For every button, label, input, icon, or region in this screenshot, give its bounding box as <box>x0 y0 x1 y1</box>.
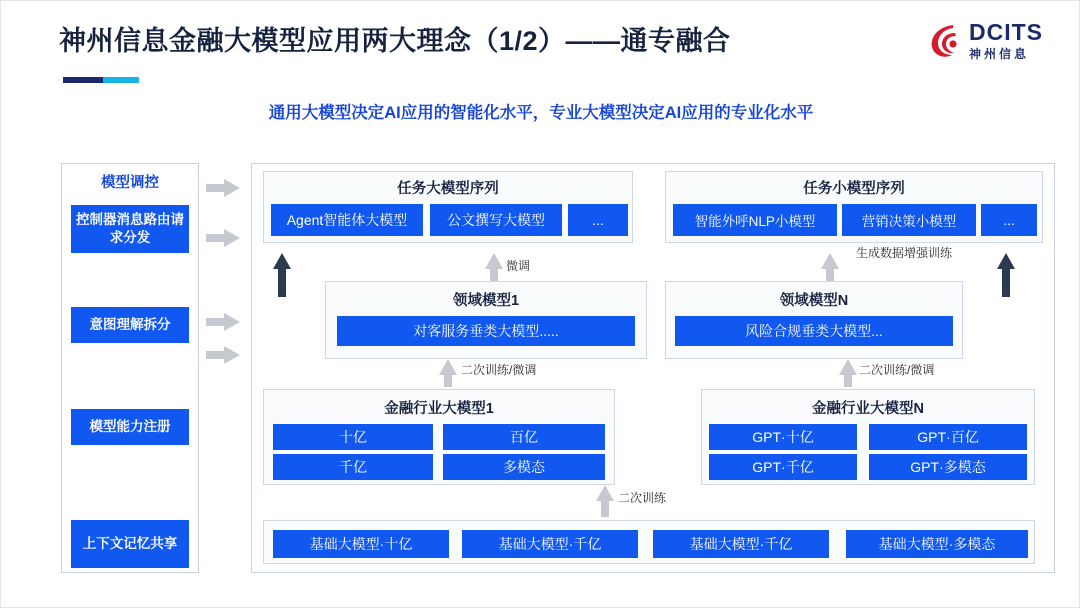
task-large-title: 任务大模型序列 <box>397 181 499 197</box>
industry-n-title: 金融行业大模型N <box>812 401 924 417</box>
logo-text-cn: 神州信息 <box>969 47 1030 61</box>
domain-n-title: 领域模型N <box>779 293 849 309</box>
cell-industry1-qianyi[interactable]: 千亿 <box>273 454 433 480</box>
sidebar-item-intent-understanding[interactable]: 意图理解拆分 <box>71 307 189 343</box>
arrow-up-domain-n <box>839 359 857 387</box>
cell-industry1-multimodal[interactable]: 多模态 <box>443 454 605 480</box>
label-retrain-finetune-left: 二次训练/微调 <box>461 363 537 377</box>
industry-1-title: 金融行业大模型1 <box>384 401 494 417</box>
cell-marketing-decision-model[interactable]: 营销决策小模型 <box>842 204 976 236</box>
cell-foundation-qianyi-2[interactable]: 基础大模型·千亿 <box>653 530 829 558</box>
cell-task-small-more[interactable]: ... <box>981 204 1037 236</box>
logo-swirl-icon <box>928 22 962 60</box>
arrow-right-3 <box>206 313 240 331</box>
cell-customer-service-vertical-model[interactable]: 对客服务垂类大模型..... <box>337 316 635 346</box>
task-small-title: 任务小模型序列 <box>803 181 905 197</box>
label-finetune: 微调 <box>506 259 531 273</box>
cell-official-doc-model[interactable]: 公文撰写大模型 <box>430 204 562 236</box>
cell-industryn-gpt-multimodal[interactable]: GPT·多模态 <box>869 454 1027 480</box>
domain-1-title: 领域模型1 <box>452 293 520 309</box>
arrow-up-retrain <box>596 485 614 517</box>
cell-industry1-baiyi[interactable]: 百亿 <box>443 424 605 450</box>
arrow-up-domain-1 <box>439 359 457 387</box>
cell-risk-compliance-vertical-model[interactable]: 风险合规垂类大模型... <box>675 316 953 346</box>
arrow-right-2 <box>206 229 240 247</box>
subtitle: 通用大模型决定AI应用的智能化水平，专业大模型决定AI应用的专业化水平 <box>268 104 814 122</box>
cell-foundation-multimodal[interactable]: 基础大模型·多模态 <box>846 530 1028 558</box>
cell-agent-large-model[interactable]: Agent智能体大模型 <box>271 204 423 236</box>
cell-foundation-shiyi[interactable]: 基础大模型·十亿 <box>273 530 449 558</box>
cell-task-large-more[interactable]: ... <box>568 204 628 236</box>
arrow-up-agent <box>273 253 291 297</box>
page-title: 神州信息金融大模型应用两大理念（1/2）——通专融合 <box>59 26 731 56</box>
cell-industry1-shiyi[interactable]: 十亿 <box>273 424 433 450</box>
cell-industryn-gpt-baiyi[interactable]: GPT·百亿 <box>869 424 1027 450</box>
company-logo <box>928 21 1043 60</box>
sidebar-item-controller-routing[interactable]: 控制器消息路由请求分发 <box>71 205 189 253</box>
cell-industryn-gpt-shiyi[interactable]: GPT·十亿 <box>709 424 857 450</box>
model-control-title: 模型调控 <box>101 174 159 191</box>
title-underline <box>63 77 139 83</box>
arrow-right-1 <box>206 179 240 197</box>
arrow-up-small-right <box>997 253 1015 297</box>
arrow-right-4 <box>206 346 240 364</box>
sidebar-item-capability-registration[interactable]: 模型能力注册 <box>71 409 189 445</box>
label-data-augmentation: 生成数据增强训练 <box>855 246 952 260</box>
cell-outbound-nlp-model[interactable]: 智能外呼NLP小模型 <box>673 204 837 236</box>
cell-industryn-gpt-qianyi[interactable]: GPT·千亿 <box>709 454 857 480</box>
label-retrain-finetune-right: 二次训练/微调 <box>859 363 935 377</box>
logo-text-en: DCITS <box>969 19 1043 45</box>
cell-foundation-qianyi-1[interactable]: 基础大模型·千亿 <box>462 530 638 558</box>
sidebar-item-context-memory-sharing[interactable]: 上下文记忆共享 <box>71 520 189 568</box>
label-retrain: 二次训练 <box>618 491 667 505</box>
